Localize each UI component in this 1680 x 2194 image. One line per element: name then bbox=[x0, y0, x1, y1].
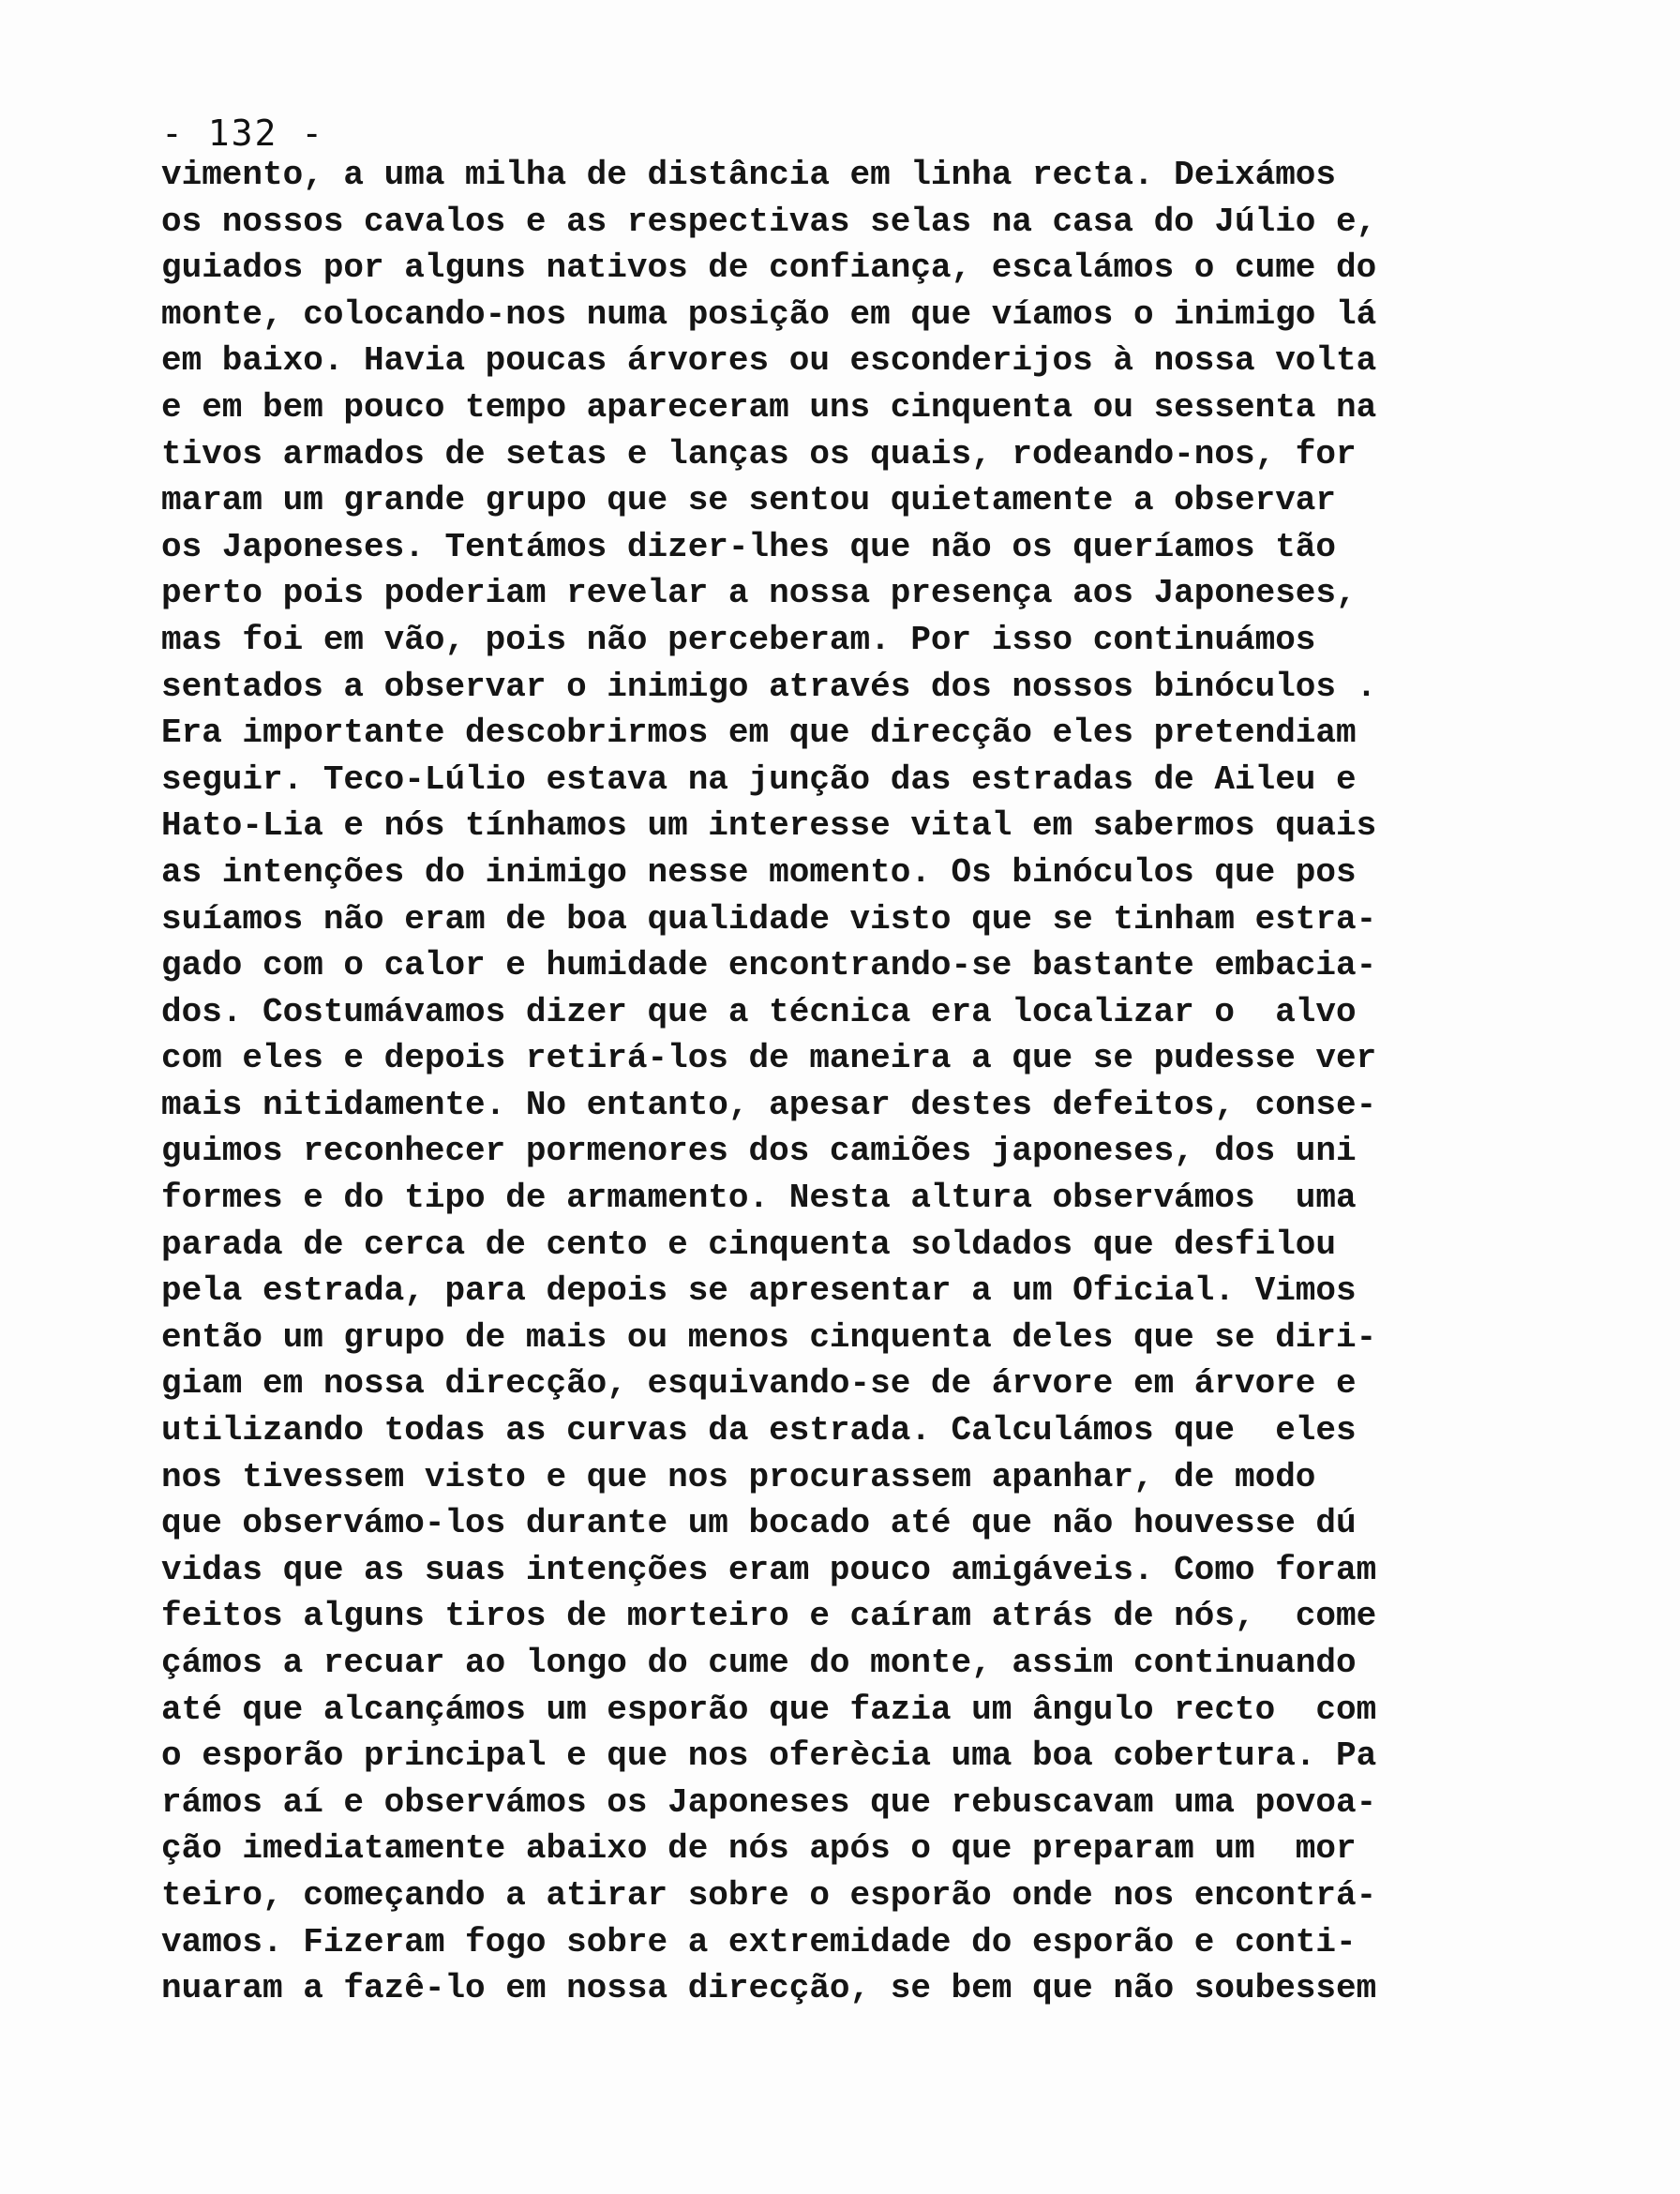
text-line: Era importante descobrirmos em que direcção eles pretendiam bbox=[161, 714, 1357, 753]
text-line: sentados a observar o inimigo através dos nossos binóculos . bbox=[161, 667, 1377, 706]
text-line: ção imediatamente abaixo de nós após o que preparam um mor bbox=[161, 1829, 1357, 1869]
text-line: formes e do tipo de armamento. Nesta altura observámos uma bbox=[161, 1179, 1357, 1218]
text-line: seguir. Teco-Lúlio estava na junção das estradas de Aileu e bbox=[161, 759, 1357, 799]
text-line: maram um grande grupo que se sentou quietamente a observar bbox=[161, 481, 1337, 520]
page-number: - 132 - bbox=[161, 113, 325, 154]
text-line: então um grupo de mais ou menos cinquenta deles que se diri- bbox=[161, 1317, 1377, 1357]
text-line: os Japoneses. Tentámos dizer-lhes que não os queríamos tão bbox=[161, 527, 1337, 566]
text-line: rámos aí e observámos os Japoneses que rebuscavam uma povoa- bbox=[161, 1782, 1377, 1822]
text-line: guiados por alguns nativos de confiança, escalámos o cume do bbox=[161, 248, 1377, 288]
text-line: os nossos cavalos e as respectivas selas na casa do Júlio e, bbox=[161, 202, 1377, 241]
body-text bbox=[161, 152, 1586, 2012]
text-line: dos. Costumávamos dizer que a técnica era localizar o alvo bbox=[161, 992, 1357, 1031]
text-line: nos tivessem visto e que nos procurassem apanhar, de modo bbox=[161, 1457, 1316, 1496]
text-line: em baixo. Havia poucas árvores ou esconderijos à nossa volta bbox=[161, 341, 1377, 381]
text-line: nuaram a fazê-lo em nossa direcção, se bem que não soubessem bbox=[161, 1969, 1377, 2008]
text-line: pela estrada, para depois se apresentar a um Oficial. Vimos bbox=[161, 1271, 1357, 1311]
text-line: parada de cerca de cento e cinquenta soldados que desfilou bbox=[161, 1225, 1337, 1264]
text-line: perto pois poderiam revelar a nossa presença aos Japoneses, bbox=[161, 574, 1357, 613]
text-line: tivos armados de setas e lanças os quais, rodeando-nos, for bbox=[161, 434, 1357, 473]
text-line: com eles e depois retirá-los de maneira a que se pudesse ver bbox=[161, 1039, 1377, 1078]
text-line: gado com o calor e humidade encontrando-se bastante embacia- bbox=[161, 946, 1377, 985]
text-line: monte, colocando-nos numa posição em que víamos o inimigo lá bbox=[161, 294, 1377, 334]
text-line: vamos. Fizeram fogo sobre a extremidade do esporão e conti- bbox=[161, 1922, 1357, 1961]
text-line: suíamos não eram de boa qualidade visto que se tinham estra- bbox=[161, 899, 1377, 939]
text-line: e em bem pouco tempo apareceram uns cinquenta ou sessenta na bbox=[161, 387, 1377, 427]
text-line: giam em nossa direcção, esquivando-se de árvore em árvore e bbox=[161, 1364, 1357, 1404]
text-line: feitos alguns tiros de morteiro e caíram atrás de nós, come bbox=[161, 1597, 1377, 1636]
text-line: guimos reconhecer pormenores dos camiões japoneses, dos uni bbox=[161, 1132, 1357, 1171]
text-line: mas foi em vão, pois não perceberam. Por isso continuámos bbox=[161, 620, 1316, 659]
text-line: que observámo-los durante um bocado até que não houvesse dú bbox=[161, 1504, 1357, 1543]
text-line: vimento, a uma milha de distância em linha recta. Deixámos bbox=[161, 156, 1337, 194]
text-line: as intenções do inimigo nesse momento. Os binóculos que pos bbox=[161, 852, 1357, 892]
text-line: utilizando todas as curvas da estrada. Calculámos que eles bbox=[161, 1411, 1357, 1450]
text-line: mais nitidamente. No entanto, apesar destes defeitos, conse- bbox=[161, 1085, 1377, 1124]
text-line: vidas que as suas intenções eram pouco amigáveis. Como foram bbox=[161, 1550, 1377, 1589]
text-line: çámos a recuar ao longo do cume do monte, assim continuando bbox=[161, 1644, 1357, 1682]
text-line: Hato-Lia e nós tínhamos um interesse vital em sabermos quais bbox=[161, 806, 1377, 846]
text-line: teiro, começando a atirar sobre o esporão onde nos encontrá- bbox=[161, 1875, 1377, 1915]
text-line: o esporão principal e que nos oferècia uma boa cobertura. Pa bbox=[161, 1736, 1377, 1776]
text-line: até que alcançámos um esporão que fazia um ângulo recto com bbox=[161, 1690, 1377, 1729]
